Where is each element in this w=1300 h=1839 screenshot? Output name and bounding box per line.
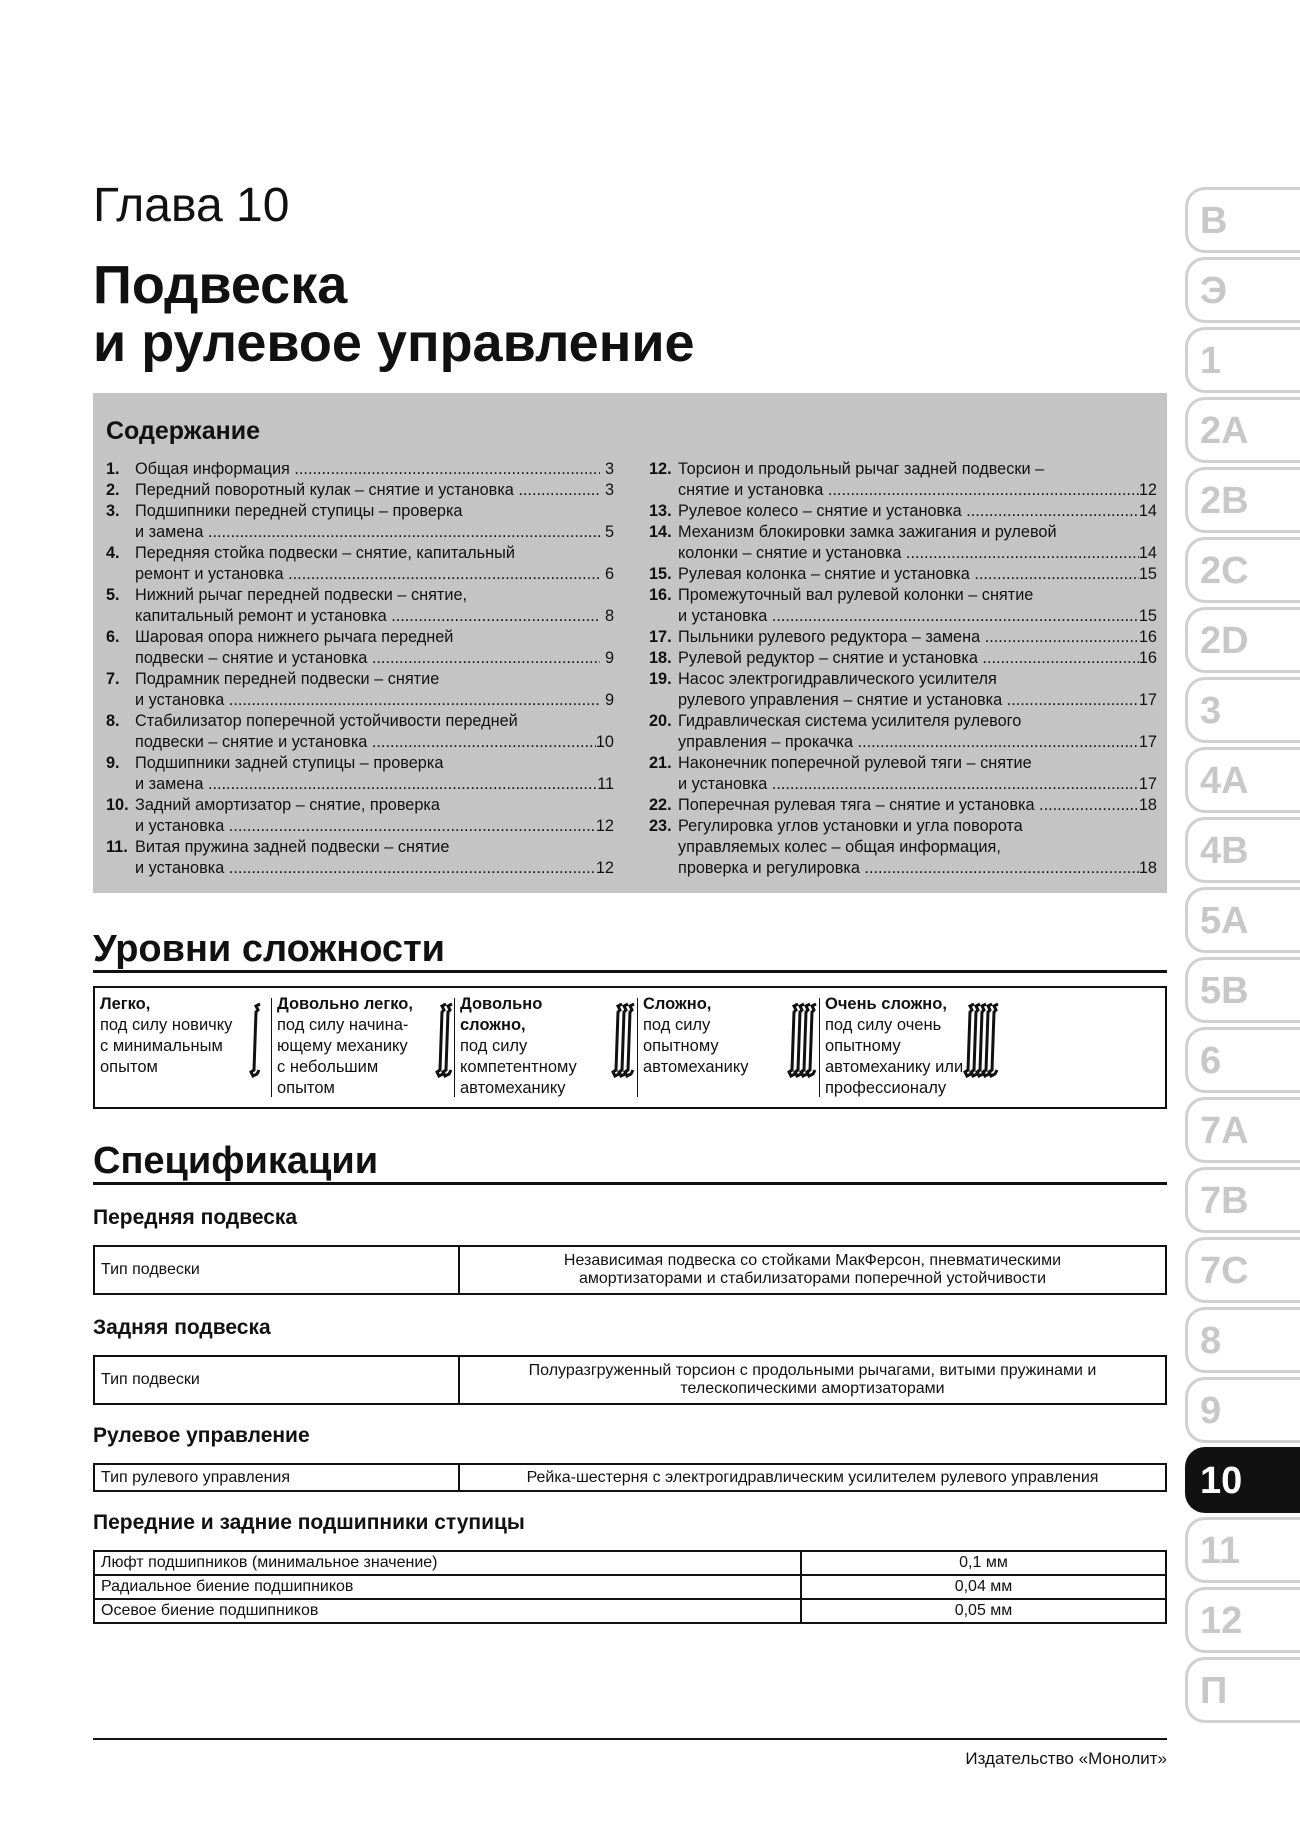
table-row: [94, 1246, 1166, 1294]
toc-item-number: 14.: [649, 523, 672, 541]
toc-item-text: и установка .....: [135, 690, 600, 711]
difficulty-divider: [271, 998, 272, 1097]
toc-item-line: [106, 543, 614, 564]
toc-item-number: [649, 732, 678, 753]
toc-item[interactable]: [106, 669, 614, 711]
difficulty-level-title: Очень сложно,: [825, 995, 947, 1013]
toc-column-left: [106, 459, 614, 879]
wrench-shape: [801, 1004, 810, 1076]
toc-item[interactable]: [106, 627, 614, 669]
toc-item-page: 16: [1138, 628, 1157, 646]
spec-value: [459, 1356, 1166, 1404]
toc-item-text: Подшипники задней ступицы – проверка: [135, 754, 444, 772]
spec-value: 0,1 мм: [801, 1551, 1166, 1575]
toc-item-number: 6.: [106, 628, 120, 646]
toc-item-text: и установка .....: [135, 858, 596, 879]
toc-item-text: и установка .....: [135, 816, 596, 837]
difficulty-level-text: с минимальным: [100, 1037, 223, 1055]
toc-item-text: колонки – снятие и установка .....: [678, 543, 1139, 564]
steering-table: [93, 1463, 1167, 1492]
chapter-tab[interactable]: 5A: [1185, 887, 1300, 953]
toc-item-number: [106, 564, 135, 585]
toc-item-line: [649, 837, 1157, 858]
toc-item-number: [106, 648, 135, 669]
difficulty-level: [100, 994, 268, 1113]
toc-item-line: [649, 816, 1157, 837]
difficulty-level-text: компетентному: [460, 1058, 577, 1076]
toc-item-line: [649, 585, 1157, 606]
difficulty-level-title: Довольно: [460, 995, 543, 1013]
toc-item-text: Передняя стойка подвески – снятие, капитальный: [135, 544, 515, 562]
toc-item-number: [649, 690, 678, 711]
chapter-tab[interactable]: 4A: [1185, 747, 1300, 813]
chapter-tab[interactable]: Э: [1185, 257, 1300, 323]
spec-label: Люфт подшипников (минимальное значение): [94, 1551, 801, 1575]
toc-item-text: Наконечник поперечной рулевой тяги – снятие: [678, 754, 1032, 772]
toc-item-line: [106, 522, 614, 543]
bearings-table: [93, 1550, 1167, 1624]
chapter-tab[interactable]: П: [1185, 1657, 1300, 1723]
spec-value: 0,05 мм: [801, 1599, 1166, 1623]
chapter-title-line2: и рулевое управление: [93, 313, 695, 373]
toc-item[interactable]: [106, 585, 614, 627]
toc-item[interactable]: [106, 543, 614, 585]
toc-item-page: 3: [604, 481, 614, 499]
wrench-shape: [971, 1004, 980, 1076]
toc-item[interactable]: [106, 753, 614, 795]
toc-item[interactable]: [106, 837, 614, 879]
toc-item-text: Подшипники передней ступицы – проверка: [135, 502, 463, 520]
toc-item-text: и установка .....: [678, 606, 1139, 627]
difficulty-level-text: автомеханику: [460, 1079, 566, 1097]
wrench-shape: [989, 1004, 998, 1076]
toc-item-line: [106, 753, 614, 774]
wrench-shape: [437, 1004, 446, 1076]
toc-item-number: [106, 522, 135, 543]
toc-item-line: [106, 459, 614, 480]
toc-item-line: [649, 753, 1157, 774]
toc-item-line: [106, 480, 614, 501]
toc-item-text: ремонт и установка .....: [135, 564, 600, 585]
toc-item-text: Торсион и продольный рычаг задней подвески –: [678, 460, 1045, 478]
toc-item-page: 12: [595, 859, 614, 877]
toc-item-number: 17.: [649, 628, 672, 646]
toc-item[interactable]: [106, 501, 614, 543]
toc-item-text: Рулевая колонка – снятие и установка .....: [678, 564, 1139, 585]
difficulty-level-title: сложно,: [460, 1016, 526, 1034]
toc-item-text: Задний амортизатор – снятие, проверка: [135, 796, 440, 814]
toc-item-number: [649, 606, 678, 627]
toc-item-number: 5.: [106, 586, 120, 604]
chapter-tab[interactable]: 11: [1185, 1517, 1300, 1583]
toc-item[interactable]: [649, 753, 1157, 795]
toc-item-line: [106, 774, 614, 795]
difficulty-level-text: опытному: [825, 1037, 901, 1055]
difficulty-level-text: опытом: [277, 1079, 335, 1097]
toc-item-line: [106, 858, 614, 879]
difficulty-level-text: с небольшим: [277, 1058, 379, 1076]
toc-item-line: [649, 627, 1157, 648]
toc-item-text: и установка .....: [678, 774, 1139, 795]
toc-item-text: проверка и регулировка .....: [678, 858, 1139, 879]
toc-item-line: [649, 774, 1157, 795]
toc-item-line: [649, 501, 1157, 522]
toc-item-page: 17: [1138, 733, 1157, 751]
difficulty-level-text: под силу: [643, 1016, 711, 1034]
toc-item[interactable]: [106, 480, 614, 501]
toc-item-number: [106, 606, 135, 627]
chapter-tab[interactable]: 2C: [1185, 537, 1300, 603]
toc-item-number: [649, 480, 678, 501]
toc-item-page: 15: [1138, 607, 1157, 625]
toc-item-line: [649, 522, 1157, 543]
toc-item[interactable]: [106, 459, 614, 480]
spec-value-line: Полуразгруженный торсион с продольными рычагами, витыми пружинами и: [528, 1362, 1097, 1379]
difficulty-level-text: опытом: [100, 1058, 158, 1076]
toc-item-text: Гидравлическая система усилителя рулевого: [678, 712, 1022, 730]
chapter-tab[interactable]: 7B: [1185, 1167, 1300, 1233]
bearings-title: Передние и задние подшипники ступицы: [93, 1511, 525, 1534]
toc-item-text: Витая пружина задней подвески – снятие: [135, 838, 450, 856]
toc-item-page: 17: [1138, 775, 1157, 793]
toc-item-line: [649, 732, 1157, 753]
toc-item-number: 21.: [649, 754, 672, 772]
wrench-shape: [789, 1004, 798, 1076]
difficulty-levels-box: [93, 986, 1167, 1109]
toc-item-text: Стабилизатор поперечной устойчивости передней: [135, 712, 518, 730]
difficulty-divider: [637, 998, 638, 1097]
toc-item[interactable]: [649, 669, 1157, 711]
toc-item-line: [106, 837, 614, 858]
wrench-shape: [619, 1004, 628, 1076]
wrench-shape: [795, 1004, 804, 1076]
toc-item-line: [649, 669, 1157, 690]
spec-value: Рейка-шестерня с электрогидравлическим усилителем рулевого управления: [459, 1464, 1166, 1491]
toc-item-line: [106, 627, 614, 648]
spec-value-line: телескопическими амортизаторами: [680, 1380, 945, 1397]
toc-item-page: 10: [595, 733, 614, 751]
wrench-shape: [983, 1004, 992, 1076]
toc-item-page: 18: [1138, 796, 1157, 814]
toc-item-number: 22.: [649, 796, 672, 814]
toc-heading: Содержание: [106, 417, 261, 445]
toc-item-page: 12: [1138, 481, 1157, 499]
difficulty-level-text: под силу: [460, 1037, 528, 1055]
spec-label: Тип подвески: [94, 1356, 459, 1404]
wrench-shape: [443, 1004, 452, 1076]
wrench-shape: [613, 1004, 622, 1076]
difficulty-heading: Уровни сложности: [93, 928, 446, 970]
toc-item[interactable]: [649, 795, 1157, 816]
toc-item-page: 6: [604, 565, 614, 583]
toc-item-number: [649, 858, 678, 879]
toc-item-number: 13.: [649, 502, 672, 520]
toc-item-page: 15: [1138, 565, 1157, 583]
toc-item-text: Подрамник передней подвески – снятие: [135, 670, 440, 688]
toc-item-line: [649, 648, 1157, 669]
toc-item-text: Общая информация .....: [135, 459, 600, 480]
wrench-shape: [251, 1004, 260, 1076]
chapter-tab[interactable]: 4B: [1185, 817, 1300, 883]
toc-item-number: 11.: [106, 838, 128, 856]
toc-item-text: подвески – снятие и установка .....: [135, 648, 600, 669]
chapter-tab[interactable]: 8: [1185, 1307, 1300, 1373]
toc-item[interactable]: [649, 816, 1157, 879]
toc-item-text: Регулировка углов установки и угла поворота: [678, 817, 1023, 835]
toc-item[interactable]: [649, 648, 1157, 669]
front-suspension-title: Передняя подвеска: [93, 1206, 298, 1229]
difficulty-level-text: автомеханику или: [825, 1058, 964, 1076]
difficulty-level-text: ющему механику: [277, 1037, 408, 1055]
toc-item-line: [106, 690, 614, 711]
table-row: [94, 1551, 1166, 1575]
toc-item-page: 12: [595, 817, 614, 835]
toc-item-line: [649, 543, 1157, 564]
toc-item-text: Передний поворотный кулак – снятие и установка .....: [135, 480, 600, 501]
toc-item-number: 12.: [649, 460, 672, 478]
specs-heading: Спецификации: [93, 1140, 379, 1182]
chapter-label: Глава 10: [93, 179, 290, 232]
spec-value: [459, 1246, 1166, 1294]
chapter-tab[interactable]: 6: [1185, 1027, 1300, 1093]
difficulty-level-text: под силу начина-: [277, 1016, 409, 1034]
wrench-shape: [977, 1004, 986, 1076]
toc-item-number: 9.: [106, 754, 120, 772]
toc-item-text: капитальный ремонт и установка .....: [135, 606, 600, 627]
toc-item-text: рулевого управления – снятие и установка .....: [678, 690, 1139, 711]
front-suspension-table: [93, 1245, 1167, 1295]
table-row: [94, 1464, 1166, 1491]
toc-item-line: [106, 564, 614, 585]
difficulty-divider: [454, 998, 455, 1097]
difficulty-level-text: опытному: [643, 1037, 719, 1055]
toc-item-number: 18.: [649, 649, 672, 667]
rear-suspension-table: [93, 1355, 1167, 1405]
toc-item-page: 9: [604, 649, 614, 667]
toc-item-line: [649, 480, 1157, 501]
spec-label: Радиальное биение подшипников: [94, 1575, 801, 1599]
toc-item-page: 16: [1138, 649, 1157, 667]
toc-item-number: 8.: [106, 712, 120, 730]
toc-item-line: [106, 711, 614, 732]
wrench-icon: [248, 1000, 266, 1078]
toc-item[interactable]: [649, 501, 1157, 522]
toc-item-page: 3: [604, 460, 614, 478]
toc-item-number: 10.: [106, 796, 129, 814]
wrench-shape: [807, 1004, 816, 1076]
difficulty-level-text: профессионалу: [825, 1079, 947, 1097]
chapter-tabs: [1185, 187, 1300, 1727]
chapter-tab[interactable]: 3: [1185, 677, 1300, 743]
table-row: [94, 1575, 1166, 1599]
toc-item-line: [106, 816, 614, 837]
difficulty-divider: [819, 998, 820, 1097]
wrench-icon: [610, 1000, 640, 1078]
toc-item-number: 23.: [649, 817, 672, 835]
toc-item-text: Рулевое колесо – снятие и установка .....: [678, 501, 1139, 522]
difficulty-level-text: под силу новичку: [100, 1016, 233, 1034]
table-row: [94, 1599, 1166, 1623]
toc-item-number: 7.: [106, 670, 120, 688]
toc-item-number: 16.: [649, 586, 672, 604]
toc-item-number: 3.: [106, 502, 120, 520]
toc-item[interactable]: [106, 795, 614, 837]
difficulty-level: [277, 994, 460, 1113]
toc-item-text: Шаровая опора нижнего рычага передней: [135, 628, 454, 646]
chapter-tab[interactable]: 10: [1185, 1447, 1300, 1513]
footer-rule: [93, 1738, 1167, 1740]
toc-item-line: [649, 711, 1157, 732]
difficulty-level-title: Сложно,: [643, 995, 712, 1013]
toc-item-page: 11: [597, 775, 614, 793]
chapter-tab[interactable]: В: [1185, 187, 1300, 253]
spec-value-line: Независимая подвеска со стойками МакФерсон, пневматическими: [563, 1252, 1062, 1269]
toc-item[interactable]: [106, 711, 614, 753]
chapter-tab[interactable]: 2B: [1185, 467, 1300, 533]
toc-item-text: и замена .....: [135, 522, 600, 543]
toc-item-line: [106, 585, 614, 606]
toc-item-number: [106, 732, 135, 753]
chapter-tab[interactable]: 1: [1185, 327, 1300, 393]
toc-item-page: 9: [604, 691, 614, 709]
chapter-tab[interactable]: 7A: [1185, 1097, 1300, 1163]
toc-item-number: 4.: [106, 544, 120, 562]
toc-item-number: [106, 858, 135, 879]
difficulty-level-title: Довольно легко,: [277, 995, 413, 1013]
toc-item-text: Промежуточный вал рулевой колонки – снятие: [678, 586, 1034, 604]
toc-item-page: 8: [604, 607, 614, 625]
toc-item-text: управляемых колес – общая информация,: [678, 838, 1001, 856]
difficulty-rule: [93, 970, 1167, 973]
chapter-tab[interactable]: 12: [1185, 1587, 1300, 1653]
table-row: [94, 1356, 1166, 1404]
toc-item-text: Пыльники рулевого редуктора – замена .....: [678, 627, 1139, 648]
toc-item-line: [106, 648, 614, 669]
toc-item[interactable]: [649, 585, 1157, 627]
toc-item-line: [106, 795, 614, 816]
toc-item-number: [106, 774, 135, 795]
toc-item-text: Рулевой редуктор – снятие и установка .....: [678, 648, 1139, 669]
toc-item-page: 5: [604, 523, 614, 541]
toc-item-line: [106, 606, 614, 627]
spec-value: 0,04 мм: [801, 1575, 1166, 1599]
toc-item[interactable]: [649, 711, 1157, 753]
toc-item-line: [649, 858, 1157, 879]
table-of-contents: [93, 393, 1167, 893]
toc-item-page: 14: [1138, 502, 1157, 520]
toc-item-line: [106, 669, 614, 690]
toc-item-line: [649, 690, 1157, 711]
chapter-tab[interactable]: 2D: [1185, 607, 1300, 673]
toc-item-number: [649, 774, 678, 795]
toc-item-text: Механизм блокировки замка зажигания и рулевой: [678, 523, 1057, 541]
toc-item-number: [649, 543, 678, 564]
spec-label: Тип подвески: [94, 1246, 459, 1294]
difficulty-level-text: под силу очень: [825, 1016, 942, 1034]
toc-item-text: подвески – снятие и установка .....: [135, 732, 596, 753]
toc-item-page: 14: [1138, 544, 1157, 562]
toc-item-text: и замена .....: [135, 774, 597, 795]
toc-item-number: 20.: [649, 712, 672, 730]
wrench-shape: [965, 1004, 974, 1076]
toc-item-line: [649, 795, 1157, 816]
toc-column-right: [649, 459, 1157, 879]
toc-item-number: 15.: [649, 565, 672, 583]
toc-item-text: Насос электрогидравлического усилителя: [678, 670, 997, 688]
toc-item-page: 17: [1138, 691, 1157, 709]
difficulty-level-title: Легко,: [100, 995, 151, 1013]
rear-suspension-title: Задняя подвеска: [93, 1316, 271, 1339]
toc-item-line: [649, 564, 1157, 585]
spec-label: Осевое биение подшипников: [94, 1599, 801, 1623]
toc-item-line: [106, 501, 614, 522]
toc-item-line: [649, 606, 1157, 627]
toc-item-number: 2.: [106, 481, 120, 499]
toc-item-text: снятие и установка .....: [678, 480, 1139, 501]
toc-item-text: управления – прокачка .....: [678, 732, 1139, 753]
toc-item-line: [106, 732, 614, 753]
chapter-title-line1: Подвеска: [93, 255, 348, 315]
publisher-footer: Издательство «Монолит»: [965, 1749, 1167, 1768]
spec-value-line: амортизаторами и стабилизаторами поперечной устойчивости: [578, 1270, 1047, 1287]
wrench-icon: [786, 1000, 822, 1078]
toc-item-number: 19.: [649, 670, 672, 688]
chapter-tab[interactable]: 9: [1185, 1377, 1300, 1443]
wrench-icon: [962, 1000, 1004, 1078]
toc-item-text: Нижний рычаг передней подвески – снятие,: [135, 586, 468, 604]
toc-item-page: 18: [1138, 859, 1157, 877]
toc-item[interactable]: [649, 564, 1157, 585]
toc-item-number: [106, 816, 135, 837]
toc-item-number: [106, 690, 135, 711]
toc-item[interactable]: [649, 459, 1157, 501]
toc-item-text: Поперечная рулевая тяга – снятие и установка .....: [678, 795, 1139, 816]
chapter-tab[interactable]: 5B: [1185, 957, 1300, 1023]
wrench-shape: [625, 1004, 634, 1076]
spec-label: Тип рулевого управления: [94, 1464, 459, 1491]
chapter-tab[interactable]: 7C: [1185, 1237, 1300, 1303]
toc-item-number: 1.: [106, 460, 120, 478]
specs-rule: [93, 1182, 1167, 1185]
toc-item-line: [649, 459, 1157, 480]
toc-item-number: [649, 837, 678, 858]
toc-item[interactable]: [649, 522, 1157, 564]
steering-title: Рулевое управление: [93, 1424, 310, 1447]
difficulty-level-text: автомеханику: [643, 1058, 749, 1076]
toc-item[interactable]: [649, 627, 1157, 648]
chapter-title: [93, 256, 695, 372]
chapter-tab[interactable]: 2A: [1185, 397, 1300, 463]
